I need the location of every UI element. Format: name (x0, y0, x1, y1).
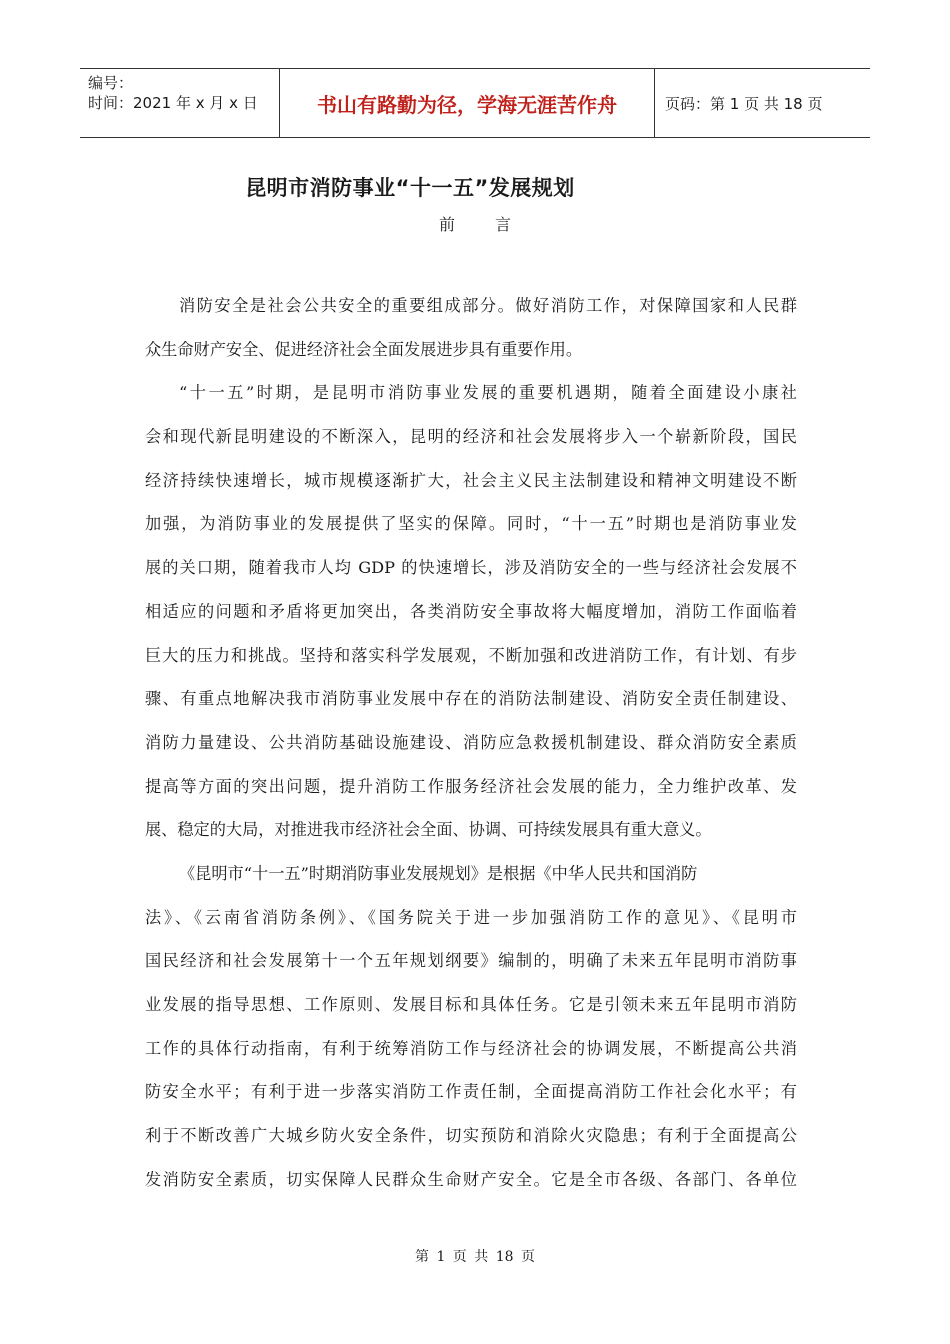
text-line: 《昆明市“十一五”时期消防事业发展规划》是根据《中华人民共和国消防 (179, 863, 698, 883)
text-line: 经济持续快速增长，城市规模逐渐扩大，社会主义民主法制建设和精神文明建设不断 (145, 470, 797, 490)
text-line: 展、稳定的大局，对推进我市经济社会全面、协调、可持续发展具有重大意义。 (145, 820, 712, 840)
text-line: “十一五”时期，是昆明市消防事业发展的重要机遇期，随着全面建设小康社 (179, 383, 797, 403)
page-footer: 第 1 页 共 18 页 (415, 1249, 535, 1265)
text-line: 消防力量建设、公共消防基础设施建设、消防应急救援机制建设、群众消防安全素质 (145, 732, 797, 752)
header-motto: 书山有路勤为径，学海无涯苦作舟 (317, 92, 617, 117)
document-title: 昆明市消防事业“十一五”发展规划 (245, 176, 575, 200)
text-line: 巨大的压力和挑战。坚持和落实科学发展观，不断加强和改进消防工作，有计划、有步 (145, 645, 797, 665)
text-line: 国民经济和社会发展第十一个五年规划纲要》编制的，明确了未来五年昆明市消防事 (145, 951, 797, 971)
text-line: 发消防安全素质，切实保障人民群众生命财产安全。它是全市各级、各部门、各单位 (145, 1169, 797, 1189)
header-motto-cell (280, 69, 655, 137)
body-text (145, 284, 797, 1201)
text-line: 加强，为消防事业的发展提供了坚实的保障。同时，“十一五”时期也是消防事业发 (145, 514, 797, 534)
header-page-info: 页码：第 1 页 共 18 页 (665, 94, 823, 113)
text-line: 消防安全是社会公共安全的重要组成部分。做好消防工作，对保障国家和人民群 (179, 296, 797, 315)
text-line: 提高等方面的突出问题，提升消防工作服务经济社会发展的能力，全力维护改革、发 (145, 776, 797, 796)
text-line: 防安全水平；有利于进一步落实消防工作责任制，全面提高消防工作社会化水平；有 (145, 1082, 797, 1102)
text-line: 会和现代新昆明建设的不断深入，昆明的经济和社会发展将步入一个崭新阶段，国民 (145, 427, 797, 447)
text-line: 业发展的指导思想、工作原则、发展目标和具体任务。它是引领未来五年昆明市消防 (145, 995, 797, 1014)
section-heading: 前言 (438, 215, 551, 234)
text-line: 相适应的问题和矛盾将更加突出，各类消防安全事故将大幅度增加，消防工作面临着 (145, 601, 797, 621)
text-line: 展的关口期，随着我市人均 GDP 的快速增长，涉及消防安全的一些与经济社会发展不 (145, 558, 797, 578)
text-line: 众生命财产安全、促进经济社会全面发展进步具有重要作用。 (145, 339, 583, 359)
header-table (80, 68, 870, 138)
header-meta-cell (80, 69, 280, 137)
text-line: 法》、《云南省消防条例》、《国务院关于进一步加强消防工作的意见》、《昆明市 (145, 907, 797, 927)
text-line: 利于不断改善广大城乡防火安全条件，切实预防和消除火灾隐患；有利于全面提高公 (145, 1126, 797, 1146)
text-line: 工作的具体行动指南，有利于统筹消防工作与经济社会的协调发展，不断提高公共消 (145, 1038, 797, 1058)
document-date-label: 时间：2021 年 x 月 x 日 (88, 94, 258, 112)
document-number-label: 编号： (88, 74, 134, 92)
text-line: 骤、有重点地解决我市消防事业发展中存在的消防法制建设、消防安全责任制建设、 (145, 689, 797, 709)
header-page-cell (655, 69, 870, 137)
